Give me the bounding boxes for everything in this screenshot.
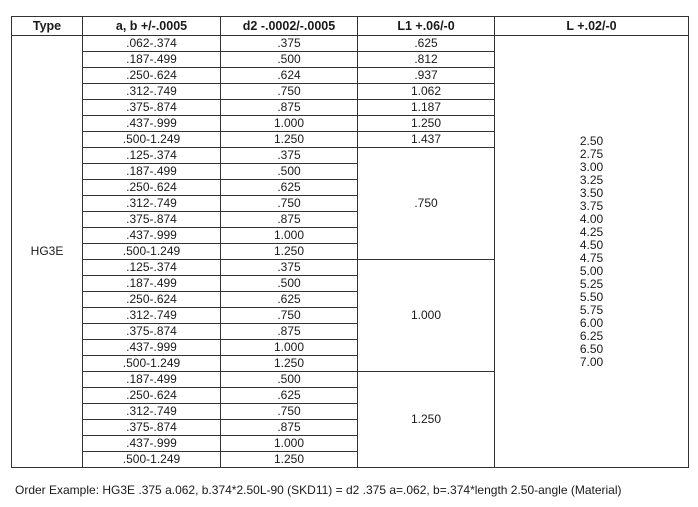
l-value: 4.25: [579, 224, 604, 239]
d2-cell: .375: [221, 36, 358, 52]
ab-cell: .312-.749: [83, 84, 221, 100]
header-l: L +.02/-0: [495, 17, 689, 36]
d2-cell: .750: [221, 404, 358, 420]
l-value: 2.75: [579, 146, 604, 161]
ab-cell: .500-1.249: [83, 356, 221, 372]
l-value: 5.50: [579, 289, 604, 304]
ab-cell: .375-.874: [83, 324, 221, 340]
l-value: 5.25: [579, 276, 604, 291]
ab-cell: .187-.499: [83, 52, 221, 68]
d2-cell: 1.250: [221, 132, 358, 148]
d2-cell: .750: [221, 308, 358, 324]
table-body: [12, 36, 689, 468]
ab-cell: .437-.999: [83, 116, 221, 132]
l-value: 3.00: [579, 159, 604, 174]
ab-cell: .312-.749: [83, 308, 221, 324]
d2-cell: 1.000: [221, 228, 358, 244]
ab-cell: .187-.499: [83, 164, 221, 180]
l1-group-cell: .750: [358, 148, 495, 260]
ab-cell: .062-.374: [83, 36, 221, 52]
ab-cell: .187-.499: [83, 276, 221, 292]
ab-cell: .500-1.249: [83, 132, 221, 148]
d2-cell: .750: [221, 196, 358, 212]
d2-cell: 1.250: [221, 356, 358, 372]
l-value: 6.00: [579, 315, 604, 330]
d2-cell: .375: [221, 260, 358, 276]
type-cell: HG3E: [12, 36, 83, 468]
ab-cell: .375-.874: [83, 212, 221, 228]
l1-cell: 1.250: [358, 116, 495, 132]
d2-cell: .750: [221, 84, 358, 100]
header-d2: d2 -.0002/-.0005: [221, 17, 358, 36]
table-row: [12, 36, 689, 52]
l-value: 6.25: [579, 328, 604, 343]
l1-cell: 1.437: [358, 132, 495, 148]
header-row: [12, 17, 689, 36]
ab-cell: .375-.874: [83, 420, 221, 436]
ab-cell: .125-.374: [83, 260, 221, 276]
l1-cell: .812: [358, 52, 495, 68]
l-value: 3.50: [579, 185, 604, 200]
l-value: 6.50: [579, 341, 604, 356]
d2-cell: 1.000: [221, 436, 358, 452]
ab-cell: .312-.749: [83, 404, 221, 420]
spec-table: [11, 16, 689, 468]
ab-cell: .437-.999: [83, 436, 221, 452]
l-value: 3.75: [579, 198, 604, 213]
ab-cell: .187-.499: [83, 372, 221, 388]
d2-cell: .875: [221, 420, 358, 436]
d2-cell: .875: [221, 212, 358, 228]
d2-cell: .500: [221, 372, 358, 388]
ab-cell: .375-.874: [83, 100, 221, 116]
order-example: Order Example: HG3E .375 a.062, b.374*2.50L-90 (SKD11) = d2 .375 a=.062, b=.374*length 2.50-angle (Material): [15, 483, 622, 497]
header-type: Type: [12, 17, 83, 36]
ab-cell: .500-1.249: [83, 452, 221, 468]
header-ab: a, b +/-.0005: [83, 17, 221, 36]
l-value: 2.50: [579, 133, 604, 148]
l1-cell: 1.062: [358, 84, 495, 100]
d2-cell: .375: [221, 148, 358, 164]
ab-cell: .250-.624: [83, 68, 221, 84]
ab-cell: .437-.999: [83, 228, 221, 244]
ab-cell: .437-.999: [83, 340, 221, 356]
l1-group-cell: 1.250: [358, 372, 495, 468]
l-value: 3.25: [579, 172, 604, 187]
d2-cell: .625: [221, 180, 358, 196]
d2-cell: .500: [221, 164, 358, 180]
d2-cell: 1.250: [221, 244, 358, 260]
d2-cell: .875: [221, 324, 358, 340]
d2-cell: .624: [221, 68, 358, 84]
ab-cell: .250-.624: [83, 388, 221, 404]
l-value: 7.00: [579, 354, 604, 369]
d2-cell: 1.000: [221, 340, 358, 356]
l-values-cell: [495, 36, 689, 468]
d2-cell: 1.250: [221, 452, 358, 468]
ab-cell: .125-.374: [83, 148, 221, 164]
l-value: 4.00: [579, 211, 604, 226]
l-value: 5.00: [579, 263, 604, 278]
ab-cell: .250-.624: [83, 180, 221, 196]
l-value: 5.75: [579, 302, 604, 317]
l-value: 4.50: [579, 237, 604, 252]
l-value: 4.75: [579, 250, 604, 265]
ab-cell: .250-.624: [83, 292, 221, 308]
ab-cell: .500-1.249: [83, 244, 221, 260]
ab-cell: .312-.749: [83, 196, 221, 212]
d2-cell: .875: [221, 100, 358, 116]
d2-cell: .500: [221, 52, 358, 68]
header-l1: L1 +.06/-0: [358, 17, 495, 36]
d2-cell: .625: [221, 388, 358, 404]
d2-cell: .500: [221, 276, 358, 292]
l1-cell: .937: [358, 68, 495, 84]
l1-cell: .625: [358, 36, 495, 52]
d2-cell: .625: [221, 292, 358, 308]
l1-group-cell: 1.000: [358, 260, 495, 372]
l1-cell: 1.187: [358, 100, 495, 116]
d2-cell: 1.000: [221, 116, 358, 132]
